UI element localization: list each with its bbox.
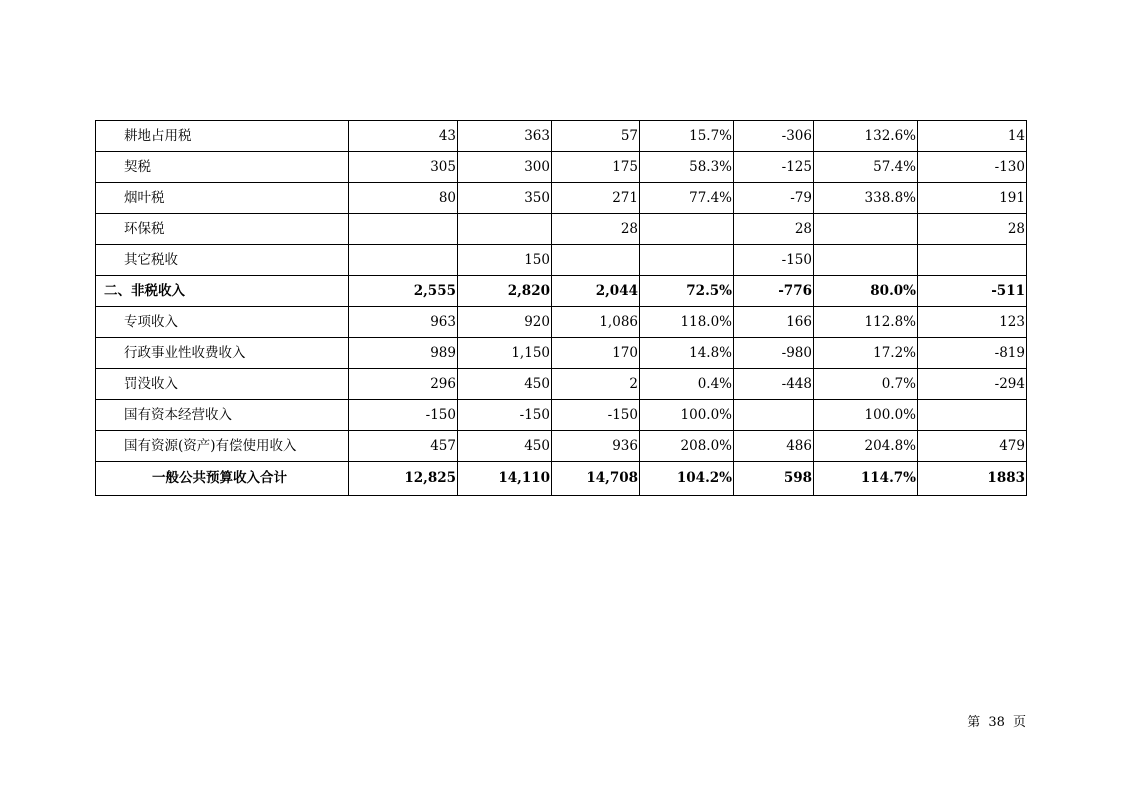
value-cell: 104.2% bbox=[640, 462, 734, 496]
table-row bbox=[96, 152, 1027, 183]
revenue-table bbox=[95, 120, 1027, 496]
table-row bbox=[96, 245, 1027, 276]
value-cell: 479 bbox=[918, 431, 1027, 462]
page-number: 第 38 页 bbox=[967, 715, 1026, 730]
row-label: 环保税 bbox=[96, 214, 349, 245]
value-cell: 166 bbox=[734, 307, 814, 338]
value-cell bbox=[552, 245, 640, 276]
value-cell: 271 bbox=[552, 183, 640, 214]
value-cell: 0.4% bbox=[640, 369, 734, 400]
value-cell: 350 bbox=[458, 183, 552, 214]
table-body bbox=[96, 121, 1027, 496]
value-cell: 1883 bbox=[918, 462, 1027, 496]
value-cell: 2,820 bbox=[458, 276, 552, 307]
table-row bbox=[96, 431, 1027, 462]
value-cell: 338.8% bbox=[814, 183, 918, 214]
value-cell bbox=[349, 245, 458, 276]
value-cell: 150 bbox=[458, 245, 552, 276]
table-row bbox=[96, 307, 1027, 338]
value-cell: 2 bbox=[552, 369, 640, 400]
value-cell: 72.5% bbox=[640, 276, 734, 307]
value-cell: 0.7% bbox=[814, 369, 918, 400]
value-cell: 204.8% bbox=[814, 431, 918, 462]
value-cell: 936 bbox=[552, 431, 640, 462]
value-cell: -448 bbox=[734, 369, 814, 400]
value-cell: 100.0% bbox=[814, 400, 918, 431]
value-cell: 363 bbox=[458, 121, 552, 152]
value-cell: 2,044 bbox=[552, 276, 640, 307]
value-cell: 114.7% bbox=[814, 462, 918, 496]
value-cell bbox=[734, 400, 814, 431]
value-cell: 450 bbox=[458, 431, 552, 462]
value-cell bbox=[918, 245, 1027, 276]
value-cell: 191 bbox=[918, 183, 1027, 214]
row-label: 罚没收入 bbox=[96, 369, 349, 400]
value-cell: 598 bbox=[734, 462, 814, 496]
value-cell: -980 bbox=[734, 338, 814, 369]
total-row bbox=[96, 462, 1027, 496]
row-label: 国有资本经营收入 bbox=[96, 400, 349, 431]
value-cell: -79 bbox=[734, 183, 814, 214]
row-label: 专项收入 bbox=[96, 307, 349, 338]
value-cell: 920 bbox=[458, 307, 552, 338]
value-cell: 100.0% bbox=[640, 400, 734, 431]
value-cell: 14,110 bbox=[458, 462, 552, 496]
value-cell: 457 bbox=[349, 431, 458, 462]
value-cell: 175 bbox=[552, 152, 640, 183]
value-cell bbox=[640, 214, 734, 245]
table-row bbox=[96, 400, 1027, 431]
value-cell: 296 bbox=[349, 369, 458, 400]
value-cell: 118.0% bbox=[640, 307, 734, 338]
value-cell: -130 bbox=[918, 152, 1027, 183]
row-label: 契税 bbox=[96, 152, 349, 183]
row-label: 烟叶税 bbox=[96, 183, 349, 214]
value-cell: 80.0% bbox=[814, 276, 918, 307]
value-cell bbox=[640, 245, 734, 276]
value-cell: -150 bbox=[552, 400, 640, 431]
value-cell: 57.4% bbox=[814, 152, 918, 183]
value-cell: -306 bbox=[734, 121, 814, 152]
table-row bbox=[96, 369, 1027, 400]
value-cell: 14 bbox=[918, 121, 1027, 152]
value-cell: 2,555 bbox=[349, 276, 458, 307]
value-cell: 305 bbox=[349, 152, 458, 183]
value-cell: -150 bbox=[349, 400, 458, 431]
row-label: 一般公共预算收入合计 bbox=[96, 462, 349, 496]
row-label: 国有资源(资产)有偿使用收入 bbox=[96, 431, 349, 462]
row-label: 二、非税收入 bbox=[96, 276, 349, 307]
value-cell: 58.3% bbox=[640, 152, 734, 183]
value-cell: 486 bbox=[734, 431, 814, 462]
value-cell: 12,825 bbox=[349, 462, 458, 496]
value-cell: 112.8% bbox=[814, 307, 918, 338]
table-row bbox=[96, 183, 1027, 214]
value-cell: -511 bbox=[918, 276, 1027, 307]
row-label: 其它税收 bbox=[96, 245, 349, 276]
value-cell: -150 bbox=[734, 245, 814, 276]
value-cell: 14,708 bbox=[552, 462, 640, 496]
value-cell: 450 bbox=[458, 369, 552, 400]
value-cell: 1,086 bbox=[552, 307, 640, 338]
value-cell: -150 bbox=[458, 400, 552, 431]
value-cell: 80 bbox=[349, 183, 458, 214]
value-cell: -125 bbox=[734, 152, 814, 183]
value-cell: 300 bbox=[458, 152, 552, 183]
value-cell: 14.8% bbox=[640, 338, 734, 369]
table-row bbox=[96, 214, 1027, 245]
value-cell: 963 bbox=[349, 307, 458, 338]
row-label: 耕地占用税 bbox=[96, 121, 349, 152]
value-cell: 28 bbox=[734, 214, 814, 245]
value-cell: 28 bbox=[552, 214, 640, 245]
value-cell: 77.4% bbox=[640, 183, 734, 214]
value-cell: -294 bbox=[918, 369, 1027, 400]
section-row bbox=[96, 276, 1027, 307]
value-cell bbox=[458, 214, 552, 245]
value-cell bbox=[918, 400, 1027, 431]
value-cell: 132.6% bbox=[814, 121, 918, 152]
value-cell bbox=[814, 214, 918, 245]
value-cell: 57 bbox=[552, 121, 640, 152]
value-cell: 17.2% bbox=[814, 338, 918, 369]
value-cell: 43 bbox=[349, 121, 458, 152]
value-cell bbox=[349, 214, 458, 245]
value-cell: 170 bbox=[552, 338, 640, 369]
table-row bbox=[96, 121, 1027, 152]
value-cell: 1,150 bbox=[458, 338, 552, 369]
value-cell: 28 bbox=[918, 214, 1027, 245]
value-cell: 989 bbox=[349, 338, 458, 369]
value-cell: 123 bbox=[918, 307, 1027, 338]
value-cell: -776 bbox=[734, 276, 814, 307]
table-row bbox=[96, 338, 1027, 369]
row-label: 行政事业性收费收入 bbox=[96, 338, 349, 369]
value-cell: 15.7% bbox=[640, 121, 734, 152]
value-cell: -819 bbox=[918, 338, 1027, 369]
value-cell: 208.0% bbox=[640, 431, 734, 462]
value-cell bbox=[814, 245, 918, 276]
